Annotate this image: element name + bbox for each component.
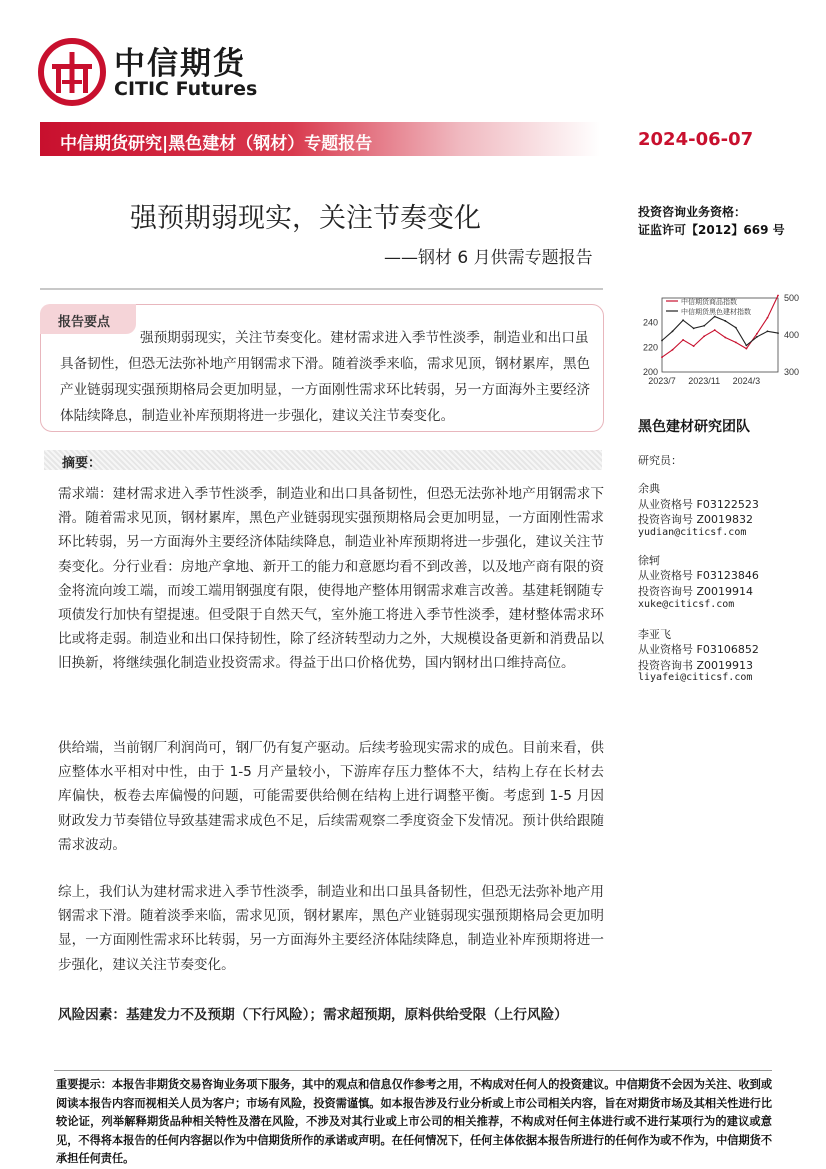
chart-data-point (661, 340, 663, 342)
chart-x-tick-label: 2023/7 (648, 376, 676, 386)
chart-data-point (693, 327, 695, 329)
brand-name-en: CITIC Futures (114, 78, 258, 100)
researcher-license: 从业资格号 F03123846 (638, 569, 759, 582)
abstract-header-bar (44, 450, 602, 470)
researcher-role-label: 研究员： (638, 454, 682, 467)
abstract-paragraph-conclusion: 综上，我们认为建材需求进入季节性淡季，制造业和出口虽具备韧性，但恐无法弥补地产用钢需求下滑。随着淡季来临，需求见顶，钢材累库，黑色产业链弱现实强预期格局会更加明显，一方面刚性需求环比转弱，另一方面海外主要经济体陆续降息，制造业补库预期将进一步强化，建议关注节奏变化。 (58, 884, 604, 973)
chart-data-point (745, 344, 747, 346)
disclaimer-text: 重要提示：本报告非期货交易咨询业务项下服务，其中的观点和信息仅作参考之用，不构成对任何人的投资建议。中信期货不会因为关注、收到或阅读本报告内容而视相关人员为客户；市场有风险，投资需谨慎。如本报告涉及行业分析或上市公司相关内容，旨在对期货市场及其相关性进行比较论证，列举解释期货品种相关特性及潜在风险，不涉及对其行业或上市公司的相关推荐，不构成对任何主体进行或不进行某项行为的建议或意见，不得将本报告的任何内容据以作为中信期货所作的承诺或声明。在任何情况下，任何主体依据本报告所进行的任何作为或不作为，中信期货不承担任何责任。 (56, 1078, 773, 1166)
chart-data-point (682, 319, 684, 321)
researcher-advisory: 投资咨询书 Z0019913 (638, 659, 754, 672)
chart-legend-label: 中信期货商品指数 (681, 298, 737, 306)
report-subtitle: ——钢材 6 月供需专题报告 (384, 248, 593, 268)
researcher-license: 从业资格号 F03122523 (638, 498, 759, 511)
chart-data-point (756, 333, 758, 335)
researcher-email: xuke@citicsf.com (638, 599, 735, 610)
citic-logo-icon (38, 38, 106, 106)
disclaimer-divider (54, 1070, 772, 1071)
chart-right-tick-label: 400 (784, 330, 800, 340)
summary-label: 报告要点 (58, 315, 111, 330)
researcher-email: yudian@citicsf.com (638, 527, 747, 538)
index-chart (628, 290, 808, 394)
chart-legend-label: 中信期货黑色建材指数 (681, 308, 751, 316)
chart-data-point (735, 327, 737, 329)
chart-data-point (672, 349, 674, 351)
chart-right-tick-label: 500 (784, 293, 800, 303)
chart-data-point (703, 335, 705, 337)
chart-data-point (745, 348, 747, 350)
chart-series-line (662, 317, 778, 346)
abstract-paragraph-supply: 供给端，当前钢厂利润尚可，钢厂仍有复产驱动。后续考验现实需求的成色。目前来看，供应整体水平相对中性，由于 1-5 月产量较小，下游库存压力整体不大，结构上存在长材去库偏快，板卷去库偏慢的问题，可能需要供给侧在结构上进行调整平衡。考虑到 1-5 月因财政发力节奏错位导致基建需求成色不足，后续需观察二季度资金下发情况。预计供给跟随需求波动。 (58, 740, 604, 853)
researcher-name: 李亚飞 (638, 628, 671, 641)
team-title: 黑色建材研究团队 (638, 419, 750, 435)
researcher-email: liyafei@citicsf.com (638, 672, 753, 683)
researcher-name: 余典 (638, 482, 660, 495)
title-divider (40, 288, 603, 290)
risk-factors: 风险因素：基建发力不及预期（下行风险）；需求超预期，原料供给受限（上行风险） (58, 1007, 568, 1023)
report-series-title: 中信期货研究|黑色建材（钢材）专题报告 (60, 134, 373, 154)
chart-data-point (661, 356, 663, 358)
chart-x-tick-label: 2024/3 (732, 376, 761, 386)
chart-left-tick-label: 220 (642, 342, 658, 353)
chart-data-point (756, 336, 758, 338)
researcher-license: 从业资格号 F03106852 (638, 643, 759, 656)
report-date: 2024-06-07 (638, 129, 754, 150)
chart-data-point (703, 325, 705, 327)
chart-left-tick-label: 200 (642, 367, 658, 377)
abstract-label: 摘要： (62, 456, 102, 471)
chart-data-point (724, 337, 726, 339)
researcher-name: 徐轲 (638, 554, 660, 567)
summary-text: 强预期弱现实，关注节奏变化。建材需求进入季节性淡季，制造业和出口虽具备韧性，但恐无法弥补地产用钢需求下滑。随着淡季来临，需求见顶，钢材累库，黑色产业链弱现实强预期格局会更加明显，一方面刚性需求环比转弱，另一方面海外主要经济体陆续降息，制造业补库预期将进一步强化，建议关注节奏变化。 (60, 330, 591, 424)
chart-data-point (777, 295, 779, 297)
chart-data-point (693, 345, 695, 347)
chart-data-point (714, 329, 716, 331)
brand-name-cn: 中信期货 (114, 46, 246, 82)
chart-data-point (767, 317, 769, 319)
qualification-license: 证监许可【2012】669 号 (638, 223, 785, 237)
report-title: 强预期弱现实，关注节奏变化 (130, 203, 481, 234)
chart-data-point (735, 342, 737, 344)
chart-data-point (724, 320, 726, 322)
researcher-advisory: 投资咨询号 Z0019914 (638, 585, 754, 598)
chart-right-tick-label: 300 (784, 367, 800, 377)
abstract-paragraph-demand: 需求端：建材需求进入季节性淡季，制造业和出口具备韧性，但恐无法弥补地产用钢需求下滑。随着需求见顶，钢材累库，黑色产业链弱现实强预期格局会更加明显，一方面刚性需求环比转弱，另一方面海外主要经济体陆续降息，制造业补库预期将进一步强化，建议关注节奏变化。分行业看：房地产拿地、新开工的能力和意愿均看不到改善，以及地产商有限的资金将流向竣工端，而竣工端用钢强度有限，使得地产整体用钢需求难言改善。基建耗钢随专项债发行加快有望提速。但受限于自然天气，室外施工将进入季节性淡季，建材整体需求环比或将走弱。制造业和出口保持韧性，除了经济转型动力之外，大规模设备更新和消费品以旧换新，将继续强化制造业投资需求。得益于出口价格优势，国内钢材出口维持高位。 (58, 486, 604, 672)
chart-data-point (672, 330, 674, 332)
chart-left-tick-label: 240 (642, 317, 658, 328)
chart-data-point (777, 332, 779, 334)
chart-x-tick-label: 2023/11 (688, 376, 721, 386)
qualification-label: 投资咨询业务资格： (638, 205, 747, 219)
chart-data-point (767, 330, 769, 332)
researcher-advisory: 投资咨询号 Z0019832 (638, 513, 754, 526)
chart-data-point (682, 339, 684, 341)
